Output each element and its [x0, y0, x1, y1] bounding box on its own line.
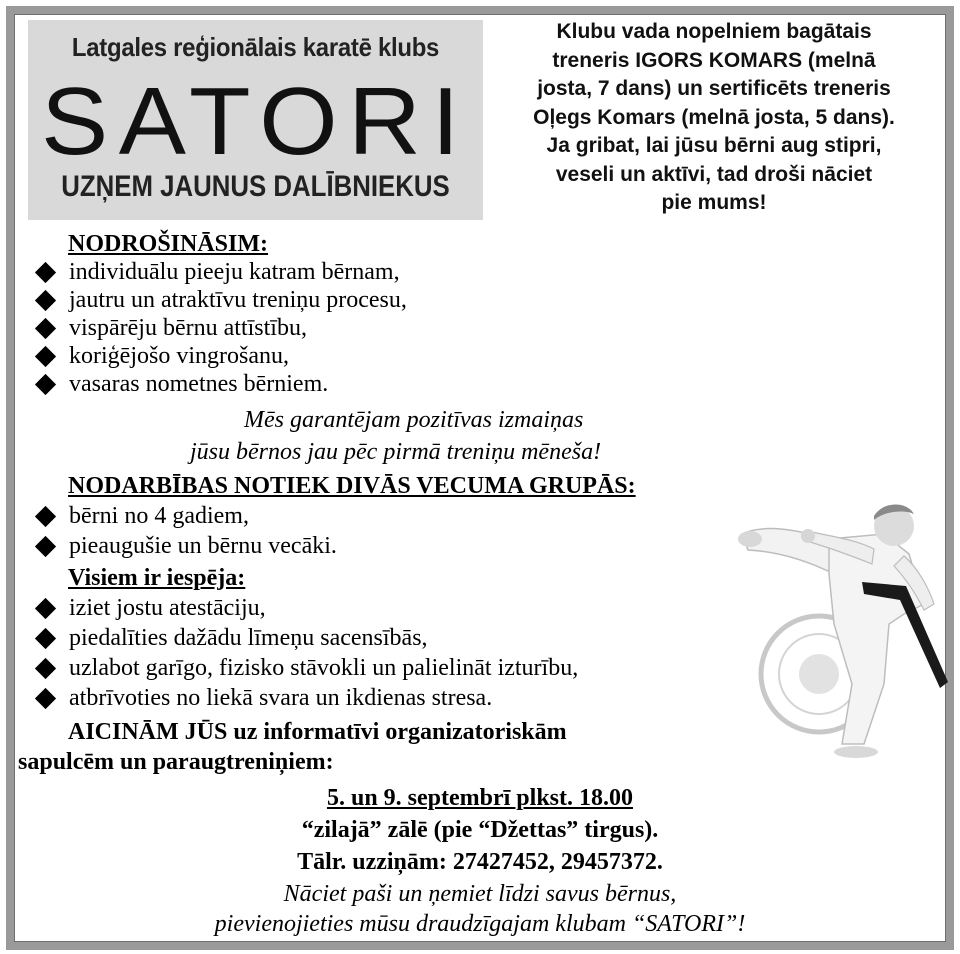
list-item — [30, 502, 249, 530]
list-item — [30, 594, 266, 622]
list-item — [30, 684, 492, 712]
closing-line-2: pievienojieties mūsu draudzīgajam klubam “SATORI”! — [214, 911, 746, 937]
title-box — [28, 20, 483, 220]
club-name: Latgales reģionālais karatē klubs — [71, 32, 440, 62]
diamond-bullet-icon — [35, 345, 56, 366]
tagline: UZŅEM JAUNUS DALĪBNIEKUS — [61, 170, 450, 203]
event-venue: “zilajā” zālē (pie “Džettas” tirgus). — [301, 817, 659, 843]
intro-text — [486, 18, 942, 218]
diamond-bullet-icon — [35, 317, 56, 338]
intro-line: Oļegs Komars (melnā josta, 5 dans). — [533, 105, 895, 129]
list-item-text: atbrīvoties no liekā svara un ikdienas stresa. — [69, 685, 493, 711]
diamond-bullet-icon — [35, 289, 56, 310]
invite-line-1: AICINĀM JŪS uz informatīvi organizatoriskām — [68, 719, 567, 745]
intro-line: treneris IGORS KOMARS (melnā — [552, 48, 876, 72]
list-item-text: uzlabot garīgo, fizisko stāvokli un palielināt izturību, — [69, 655, 579, 681]
list-item-text: pieaugušie un bērnu vecāki. — [69, 533, 337, 559]
poster-frame — [6, 6, 954, 950]
guarantee-line-1: Mēs garantējam pozitīvas izmaiņas — [244, 407, 584, 433]
guarantee-line-2: jūsu bērnos jau pēc pirmā treniņu mēneša! — [190, 439, 602, 465]
phone-info: Tālr. uzziņām: 27427452, 29457372. — [297, 849, 663, 875]
list-item-text: bērni no 4 gadiem, — [69, 503, 249, 529]
diamond-bullet-icon — [35, 627, 56, 648]
list-item — [30, 286, 407, 314]
list-item-text: iziet jostu atestāciju, — [69, 595, 266, 621]
poster-content — [14, 14, 946, 942]
closing-line-1: Nāciet paši un ņemiet līdzi savus bērnus, — [283, 881, 677, 907]
list-item — [30, 532, 337, 560]
diamond-bullet-icon — [35, 505, 56, 526]
list-item — [30, 342, 289, 370]
list-item-text: jautru un atraktīvu treniņu procesu, — [69, 287, 407, 313]
event-date: 5. un 9. septembrī plkst. 18.00 — [326, 785, 634, 811]
groups-heading: NODARBĪBAS NOTIEK DIVĀS VECUMA GRUPĀS: — [68, 473, 636, 499]
list-item-text: individuālu pieeju katram bērnam, — [69, 259, 400, 285]
intro-line: josta, 7 dans) un sertificēts treneris — [537, 77, 891, 100]
diamond-bullet-icon — [35, 535, 56, 556]
intro-line: Ja gribat, lai jūsu bērni aug stipri, — [546, 134, 882, 157]
list-item — [30, 258, 400, 286]
list-item — [30, 624, 428, 652]
provide-heading: NODROŠINĀSIM: — [68, 231, 269, 257]
list-item — [30, 314, 307, 342]
list-item-text: koriģējošo vingrošanu, — [69, 343, 289, 369]
list-item — [30, 370, 328, 398]
invite-line-2: sapulcēm un paraugtreniņiem: — [18, 749, 334, 775]
diamond-bullet-icon — [35, 657, 56, 678]
intro-line: pie mums! — [661, 191, 767, 214]
list-item — [30, 654, 578, 682]
diamond-bullet-icon — [35, 261, 56, 282]
list-item-text: piedalīties dažādu līmeņu sacensībās, — [69, 625, 428, 651]
intro-line: veseli un aktīvi, tad droši nāciet — [555, 162, 873, 186]
diamond-bullet-icon — [35, 373, 56, 394]
list-item-text: vispārēju bērnu attīstību, — [69, 315, 307, 341]
intro-line: Klubu vada nopelniem bagātais — [556, 20, 872, 43]
brand-logo-text: SATORI — [41, 68, 470, 175]
diamond-bullet-icon — [35, 687, 56, 708]
opportunities-heading: Visiem ir iespēja: — [68, 565, 246, 591]
diamond-bullet-icon — [35, 597, 56, 618]
list-item-text: vasaras nometnes bērniem. — [69, 371, 329, 397]
karate-kid-photo — [734, 494, 949, 764]
